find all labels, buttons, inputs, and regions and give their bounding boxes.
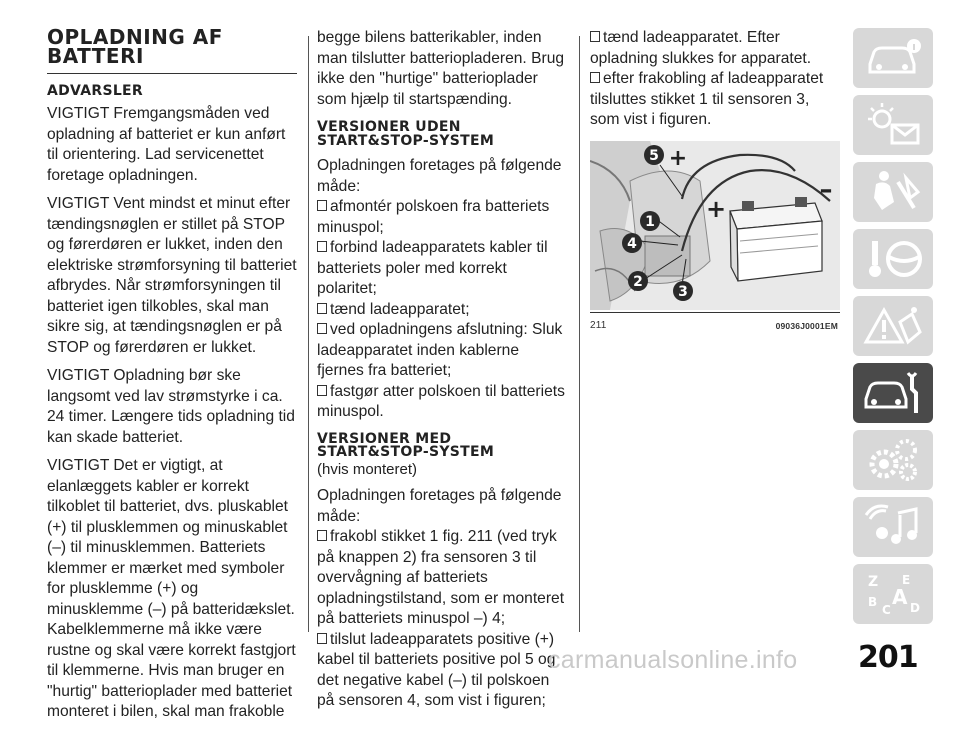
callout-4 [622, 233, 642, 253]
column-divider [579, 36, 580, 632]
gears-technical-icon [862, 436, 924, 484]
paragraph: VIGTIGT Vent mindst et minut efter tændingsnøglen er stillet på STOP og førerdøren er lukket, inden den elektriske strømforsyning til batteriet afbrydes. Når strømforsyningen til batteriet igen tilkobles, skal man sikre sig, at tændingsnøglen er på STOP og førerdøren er lukket. [47, 195, 297, 356]
paragraph: Opladningen foretages på følgende måde: [317, 157, 562, 195]
tab-index[interactable] [853, 564, 933, 624]
svg-text:D: D [910, 601, 920, 615]
battery-illustration [590, 141, 840, 310]
list-item: tilslut ladeapparatets positive (+) kabel til batteriets positive pol 5 og det negative kabel (–) til polskoen på sensoren 4, som vist i figuren; [317, 630, 569, 712]
list-item: fastgør atter polskoen til batteriets minuspol. [317, 382, 569, 423]
watermark: carmanualsonline.info [548, 646, 798, 674]
paragraph: VIGTIGT Fremgangsmåden ved opladning af batteriet er kun anført til orientering. Lad servicenettet foretage opladningen. [47, 105, 286, 184]
figure-code: 09036J0001EM [775, 320, 838, 331]
versions-with-heading: VERSIONER MED START&STOP-SYSTEM [317, 430, 495, 460]
list-item: ved opladningens afslutning: Sluk ladeapparatet inden kablerne fjernes fra batteriet; [317, 320, 569, 382]
column-2 [317, 28, 569, 712]
warning-lights-icon [862, 101, 924, 149]
title-divider [47, 73, 297, 74]
minus-symbol-side: – [819, 174, 833, 205]
svg-text:2: 2 [633, 273, 643, 290]
paragraph: VIGTIGT Det er vigtigt, at elanlæggets kabler er korrekt tilkoblet til batteriet, dvs. pluskablet (+) til plusklemmen og minuskablet (–) til minusklemmen. Batteriets klemmer er mærket med symboler for plusklemme (+) og minusklemme (–) på batteridækslet. Kabelklemmerne må ikke være rustne og skal være korrekt fastgjort til klemmerne. Hvis man bruger en "hurtig" batterioplader med batteriet monteret i bilen, skal man frakoble [47, 457, 296, 720]
list-item: forbind ladeapparatets kabler til batteriets poler med korrekt polaritet; [317, 238, 569, 300]
callout-1 [640, 211, 660, 231]
plus-symbol-side: + [705, 194, 727, 223]
battery-figure [590, 141, 840, 310]
tab-technical-data[interactable] [853, 430, 933, 490]
figure-number: 211 [590, 319, 607, 331]
paragraph: VIGTIGT Opladning bør ske langsomt ved lav strømstyrke i ca. 24 timer. Længere tids opladning tid kan skade batteriet. [47, 367, 295, 446]
heading-note: (hvis monteret) [317, 460, 418, 478]
car-maintenance-icon [862, 369, 924, 417]
tab-seat-safety[interactable] [853, 162, 933, 222]
svg-text:5: 5 [649, 147, 659, 164]
figure-divider [590, 312, 840, 313]
svg-text:C: C [882, 603, 891, 617]
section-title: OPLADNING AF BATTERI [47, 25, 223, 68]
page-number: 201 [858, 640, 918, 675]
column-3 [590, 28, 840, 336]
charger-device [730, 197, 822, 281]
chapter-tabs [853, 28, 933, 631]
figure-caption [590, 316, 840, 337]
svg-text:B: B [868, 595, 878, 609]
versions-without-heading: VERSIONER UDEN START&STOP-SYSTEM [317, 119, 495, 149]
list-item: frakobl stikket 1 fig. 211 (ved tryk på knappen 2) fra sensoren 3 til overvågning af batteriets opladningstilstand, som er monteret på batteriets minuspol –) 4; [317, 527, 569, 630]
road-emergency-icon [862, 302, 924, 350]
tab-car-maintenance[interactable] [853, 363, 933, 423]
paragraph: Opladningen foretages på følgende måde: [317, 487, 562, 525]
paragraph: begge bilens batterikabler, inden man tilslutter batteriopladeren. Brug ikke den "hurtige" batterioplader som hjælp til startspænding. [317, 29, 565, 108]
tab-warning-lights[interactable] [853, 95, 933, 155]
seat-safety-icon [862, 168, 924, 216]
column-1 [47, 25, 297, 731]
callout-3 [673, 281, 693, 301]
list-item: tænd ladeapparatet; [317, 300, 569, 321]
svg-text:1: 1 [645, 213, 655, 230]
key-steering-icon [862, 235, 924, 283]
index-letters-icon [862, 570, 924, 618]
tab-multimedia[interactable] [853, 497, 933, 557]
svg-text:3: 3 [678, 283, 688, 300]
warnings-heading: ADVARSLER [47, 83, 144, 99]
multimedia-icon [862, 503, 924, 551]
tab-key-steering[interactable] [853, 229, 933, 289]
tab-car-info[interactable] [853, 28, 933, 88]
svg-text:Z: Z [868, 574, 879, 590]
plus-symbol-top: + [668, 145, 688, 171]
car-info-icon [862, 34, 924, 82]
svg-text:E: E [902, 573, 911, 587]
svg-text:A: A [892, 585, 908, 609]
list-item: efter frakobling af ladeapparatet tilsluttes stikket 1 til sensoren 3, som vist i figuren. [590, 69, 840, 131]
callout-2 [628, 271, 648, 291]
column-divider [308, 36, 309, 632]
list-item: afmontér polskoen fra batteriets minuspol; [317, 197, 569, 238]
list-item: tænd ladeapparatet. Efter opladning slukkes for apparatet. [590, 28, 840, 69]
callout-5 [644, 145, 664, 165]
svg-text:4: 4 [627, 235, 637, 252]
tab-road-emergency[interactable] [853, 296, 933, 356]
